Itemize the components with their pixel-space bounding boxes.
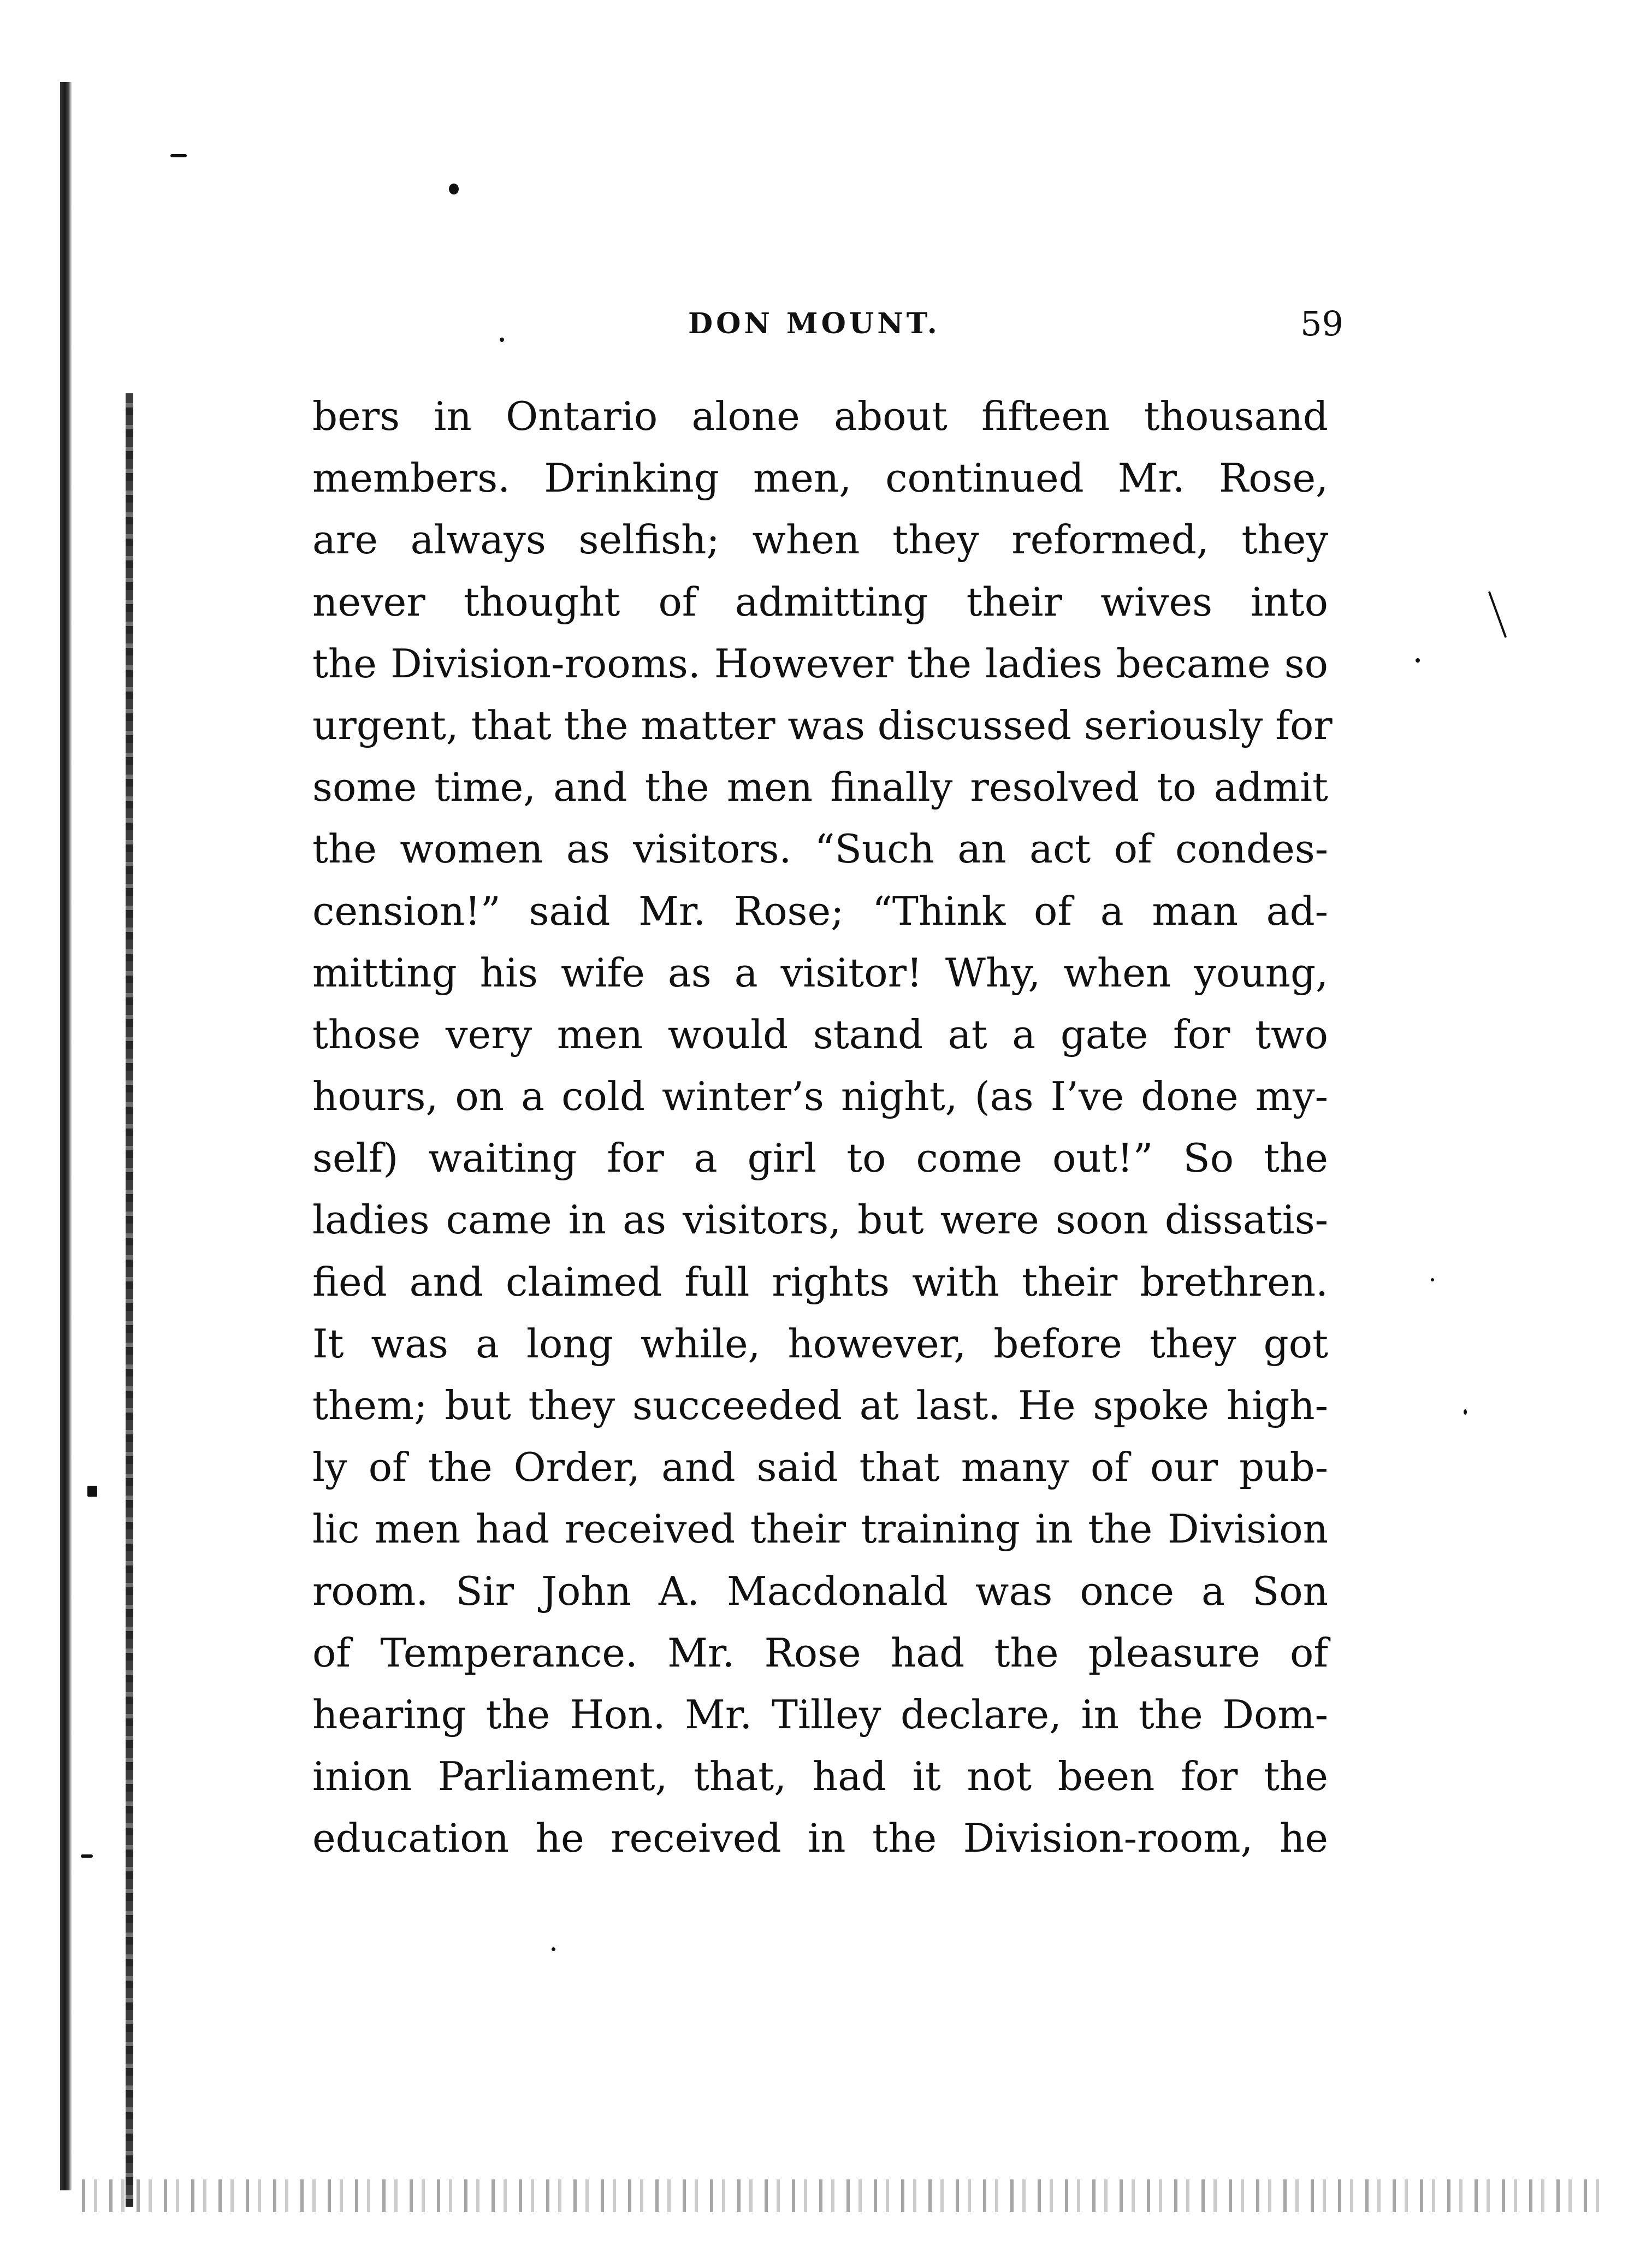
text-line: lic men had received their training in the Division xyxy=(312,1506,1328,1552)
text-line: are always selfish; when they reformed, they xyxy=(312,517,1328,563)
text-line: mitting his wife as a visitor! Why, when young, xyxy=(312,949,1328,996)
ink-speck xyxy=(170,154,187,157)
text-line: never thought of admitting their wives into xyxy=(312,578,1328,625)
text-line: It was a long while, however, before they got xyxy=(312,1320,1328,1367)
text-line: education he received in the Division-room, he xyxy=(312,1815,1328,1862)
ink-speck xyxy=(552,1947,555,1951)
page-number: 59 xyxy=(1300,304,1343,344)
text-line: hearing the Hon. Mr. Tilley declare, in the Dom- xyxy=(312,1691,1328,1738)
text-line: urgent, that the matter was discussed seriously for xyxy=(312,702,1333,748)
text-line: room. Sir John A. Macdonald was once a Son xyxy=(312,1568,1328,1614)
text-line: the Division-rooms. However the ladies became so xyxy=(312,640,1328,687)
body-text xyxy=(312,386,1333,1870)
ink-speck xyxy=(81,1854,93,1858)
text-line: bers in Ontario alone about fifteen thousand xyxy=(312,393,1328,439)
ink-speck xyxy=(1431,1278,1434,1281)
running-title: DON MOUNT. xyxy=(688,307,940,340)
binding-shadow xyxy=(60,82,72,2190)
running-head xyxy=(317,299,1343,348)
gutter-shadow xyxy=(126,393,133,2207)
ink-speck xyxy=(449,184,459,194)
text-line: hours, on a cold winter’s night, (as I’ve done my- xyxy=(312,1073,1328,1120)
text-line: ladies came in as visitors, but were soon dissatis- xyxy=(312,1197,1328,1243)
ink-speck xyxy=(1488,591,1507,638)
text-line: self) waiting for a girl to come out!” So the xyxy=(312,1135,1328,1181)
text-line: cension!” said Mr. Rose; “Think of a man ad- xyxy=(312,888,1328,934)
ink-speck xyxy=(1464,1409,1467,1415)
text-line: of Temperance. Mr. Rose had the pleasure of xyxy=(312,1629,1328,1676)
bottom-edge-noise xyxy=(82,2179,1600,2212)
text-line: inion Parliament, that, had it not been for the xyxy=(312,1753,1328,1800)
ink-speck xyxy=(87,1486,97,1497)
ink-speck xyxy=(1416,658,1420,663)
text-line: ly of the Order, and said that many of our pub- xyxy=(312,1444,1328,1491)
text-line: some time, and the men finally resolved to admit xyxy=(312,764,1328,811)
text-line: them; but they succeeded at last. He spoke high- xyxy=(312,1382,1328,1428)
text-line: members. Drinking men, continued Mr. Rose, xyxy=(312,455,1328,501)
text-line: those very men would stand at a gate for two xyxy=(312,1011,1328,1057)
text-line: the women as visitors. “Such an act of condes- xyxy=(312,826,1328,872)
text-line: fied and claimed full rights with their brethren. xyxy=(312,1258,1328,1305)
